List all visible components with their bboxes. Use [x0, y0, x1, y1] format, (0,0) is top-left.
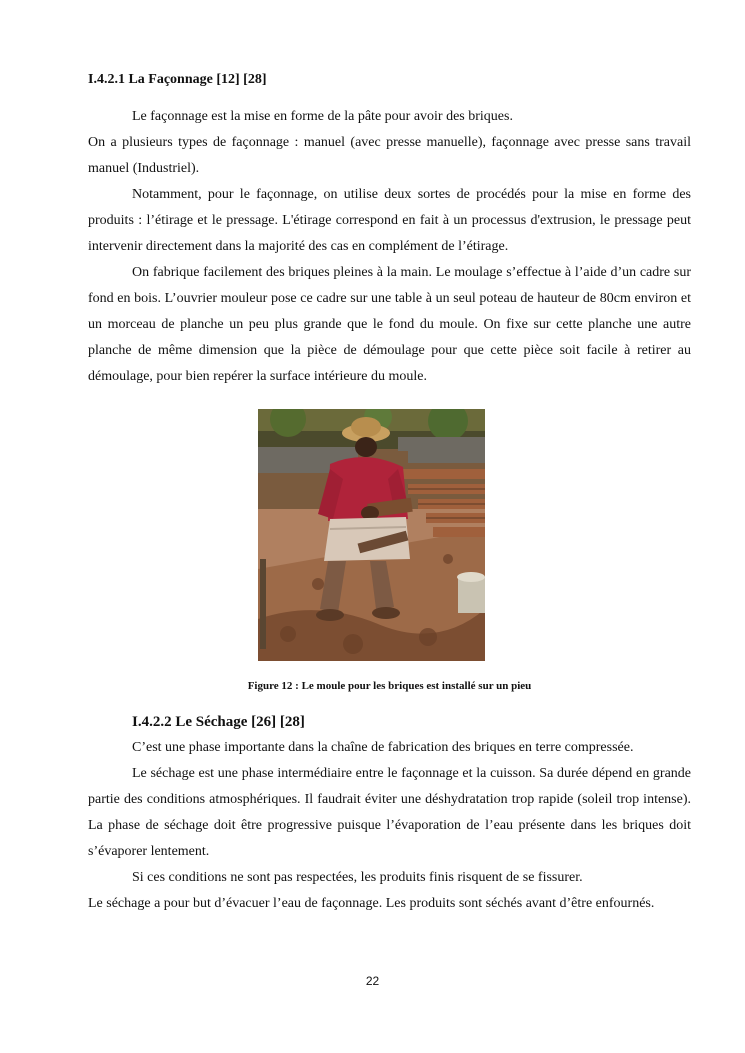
- paragraph: On fabrique facilement des briques pleines à la main. Le moulage s’effectue à l’aide d’un cadre sur fond en bois. L’ouvrier mouleur pose ce cadre sur une table à un seul poteau de hauteur de 80cm environ et un morceau de planche un peu plus grande que le fond du moule. On fixe sur cette planche une autre planche de même dimension que la pièce de démoulage pour que cette pièce soit facile à retirer au démoulage, pour bien repérer la surface intérieure du moule.: [88, 265, 691, 384]
- brick-molding-photo: [258, 409, 485, 661]
- paragraph: Le séchage a pour but d’évacuer l’eau de façonnage. Les produits sont séchés avant d’être enfournés.: [88, 896, 655, 911]
- paragraph: Le séchage est une phase intermédiaire entre le façonnage et la cuisson. Sa durée dépend en grande partie des conditions atmosphériques. Il faudrait éviter une déshydratation trop rapide (soleil trop intense). La phase de séchage doit être progressive puisque l’évaporation de l’eau présente dans les briques doit s’évaporer lentement.: [88, 766, 691, 859]
- figure-photo-brick-molding: [258, 409, 485, 661]
- paragraph: C’est une phase importante dans la chaîne de fabrication des briques en terre compressée.: [132, 740, 634, 755]
- paragraph: On a plusieurs types de façonnage : manuel (avec presse manuelle), façonnage avec presse sans travail manuel (Industriel).: [88, 135, 691, 176]
- section-body-sechage: [88, 735, 691, 917]
- section-heading-sechage: I.4.2.2 Le Séchage [26] [28]: [132, 714, 305, 730]
- section-heading-faconnage: I.4.2.1 La Façonnage [12] [28]: [88, 72, 267, 87]
- section-body-faconnage: [88, 104, 691, 390]
- paragraph: Si ces conditions ne sont pas respectées, les produits finis risquent de se fissurer.: [132, 870, 583, 885]
- figure-caption: Figure 12 : Le moule pour les briques est installé sur un pieu: [247, 680, 532, 692]
- page-number: 22: [365, 974, 380, 988]
- paragraph: Notamment, pour le façonnage, on utilise deux sortes de procédés pour la mise en forme des produits : l’étirage et le pressage. L'étirage correspond en fait à un processus d'extrusion, le pressage peut intervenir directement dans la majorité des cas en complément de l’étirage.: [88, 187, 691, 254]
- paragraph: Le façonnage est la mise en forme de la pâte pour avoir des briques.: [132, 109, 513, 124]
